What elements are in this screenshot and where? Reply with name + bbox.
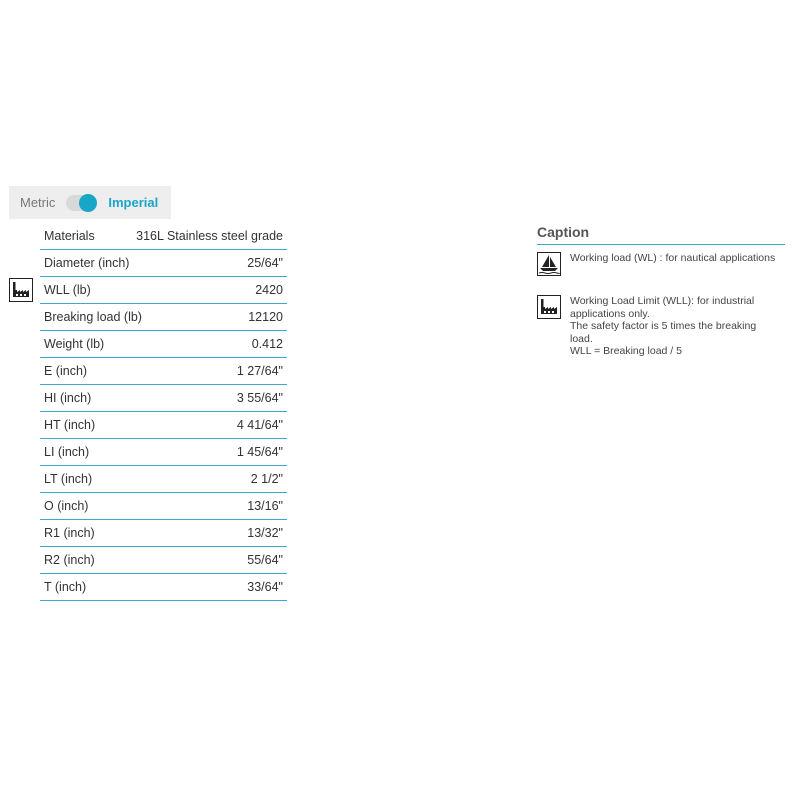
spec-value: 12120 — [248, 310, 283, 324]
spec-value: 1 45/64" — [236, 445, 283, 459]
spec-row — [40, 358, 287, 385]
spec-row — [40, 304, 287, 331]
spec-label: HI (inch) — [44, 391, 92, 405]
unit-toggle — [9, 186, 171, 219]
spec-value: 13/16" — [247, 499, 283, 513]
spec-label: Diameter (inch) — [44, 256, 130, 270]
caption-text-wll — [570, 295, 780, 358]
spec-label: LT (inch) — [44, 472, 93, 486]
spec-row — [40, 493, 287, 520]
imperial-option[interactable]: Imperial — [108, 195, 159, 210]
spec-row — [40, 520, 287, 547]
spec-label: Materials — [44, 229, 95, 243]
factory-icon — [9, 278, 33, 302]
spec-row — [40, 385, 287, 412]
spec-label: R1 (inch) — [44, 526, 95, 540]
spec-row — [40, 547, 287, 574]
caption-item-wl — [537, 252, 780, 276]
spec-value: 316L Stainless steel grade — [136, 229, 283, 243]
spec-value: 13/32" — [247, 526, 283, 540]
spec-row — [40, 466, 287, 493]
spec-value: 25/64" — [247, 256, 283, 270]
spec-row — [40, 331, 287, 358]
spec-label: T (inch) — [44, 580, 87, 594]
factory-icon — [537, 295, 561, 319]
spec-label: WLL (lb) — [44, 283, 91, 297]
spec-value: 0.412 — [251, 337, 283, 351]
spec-value: 55/64" — [247, 553, 283, 567]
spec-value: 33/64" — [247, 580, 283, 594]
caption-line: WLL = Breaking load / 5 — [570, 345, 682, 357]
spec-value: 4 41/64" — [236, 418, 283, 432]
metric-option[interactable]: Metric — [20, 195, 56, 210]
spec-label: O (inch) — [44, 499, 89, 513]
spec-label: Weight (lb) — [44, 337, 105, 351]
spec-label: E (inch) — [44, 364, 88, 378]
caption-line: Working load (WL) : for nautical applications — [570, 252, 776, 264]
spec-label: LI (inch) — [44, 445, 90, 459]
caption-text-wl — [570, 252, 780, 265]
spec-table — [40, 223, 287, 601]
caption-item-wll — [537, 295, 780, 358]
spec-label: Breaking load (lb) — [44, 310, 142, 324]
spec-label: HT (inch) — [44, 418, 96, 432]
spec-row — [40, 574, 287, 601]
caption-line: Working Load Limit (WLL): for industrial applications only. — [570, 295, 755, 320]
spec-row — [40, 439, 287, 466]
switch-knob — [79, 194, 97, 212]
spec-row — [40, 223, 287, 250]
spec-value: 1 27/64" — [236, 364, 283, 378]
spec-row — [40, 250, 287, 277]
spec-value: 3 55/64" — [236, 391, 283, 405]
spec-row — [40, 412, 287, 439]
caption-line: The safety factor is 5 times the breaking load. — [570, 320, 757, 345]
spec-label: R2 (inch) — [44, 553, 95, 567]
spec-value: 2 1/2" — [250, 472, 283, 486]
spec-row — [40, 277, 287, 304]
spec-value: 2420 — [255, 283, 283, 297]
sailboat-icon — [537, 252, 561, 276]
caption-divider — [537, 244, 785, 245]
unit-switch[interactable] — [66, 195, 96, 211]
caption-title: Caption — [537, 224, 590, 240]
